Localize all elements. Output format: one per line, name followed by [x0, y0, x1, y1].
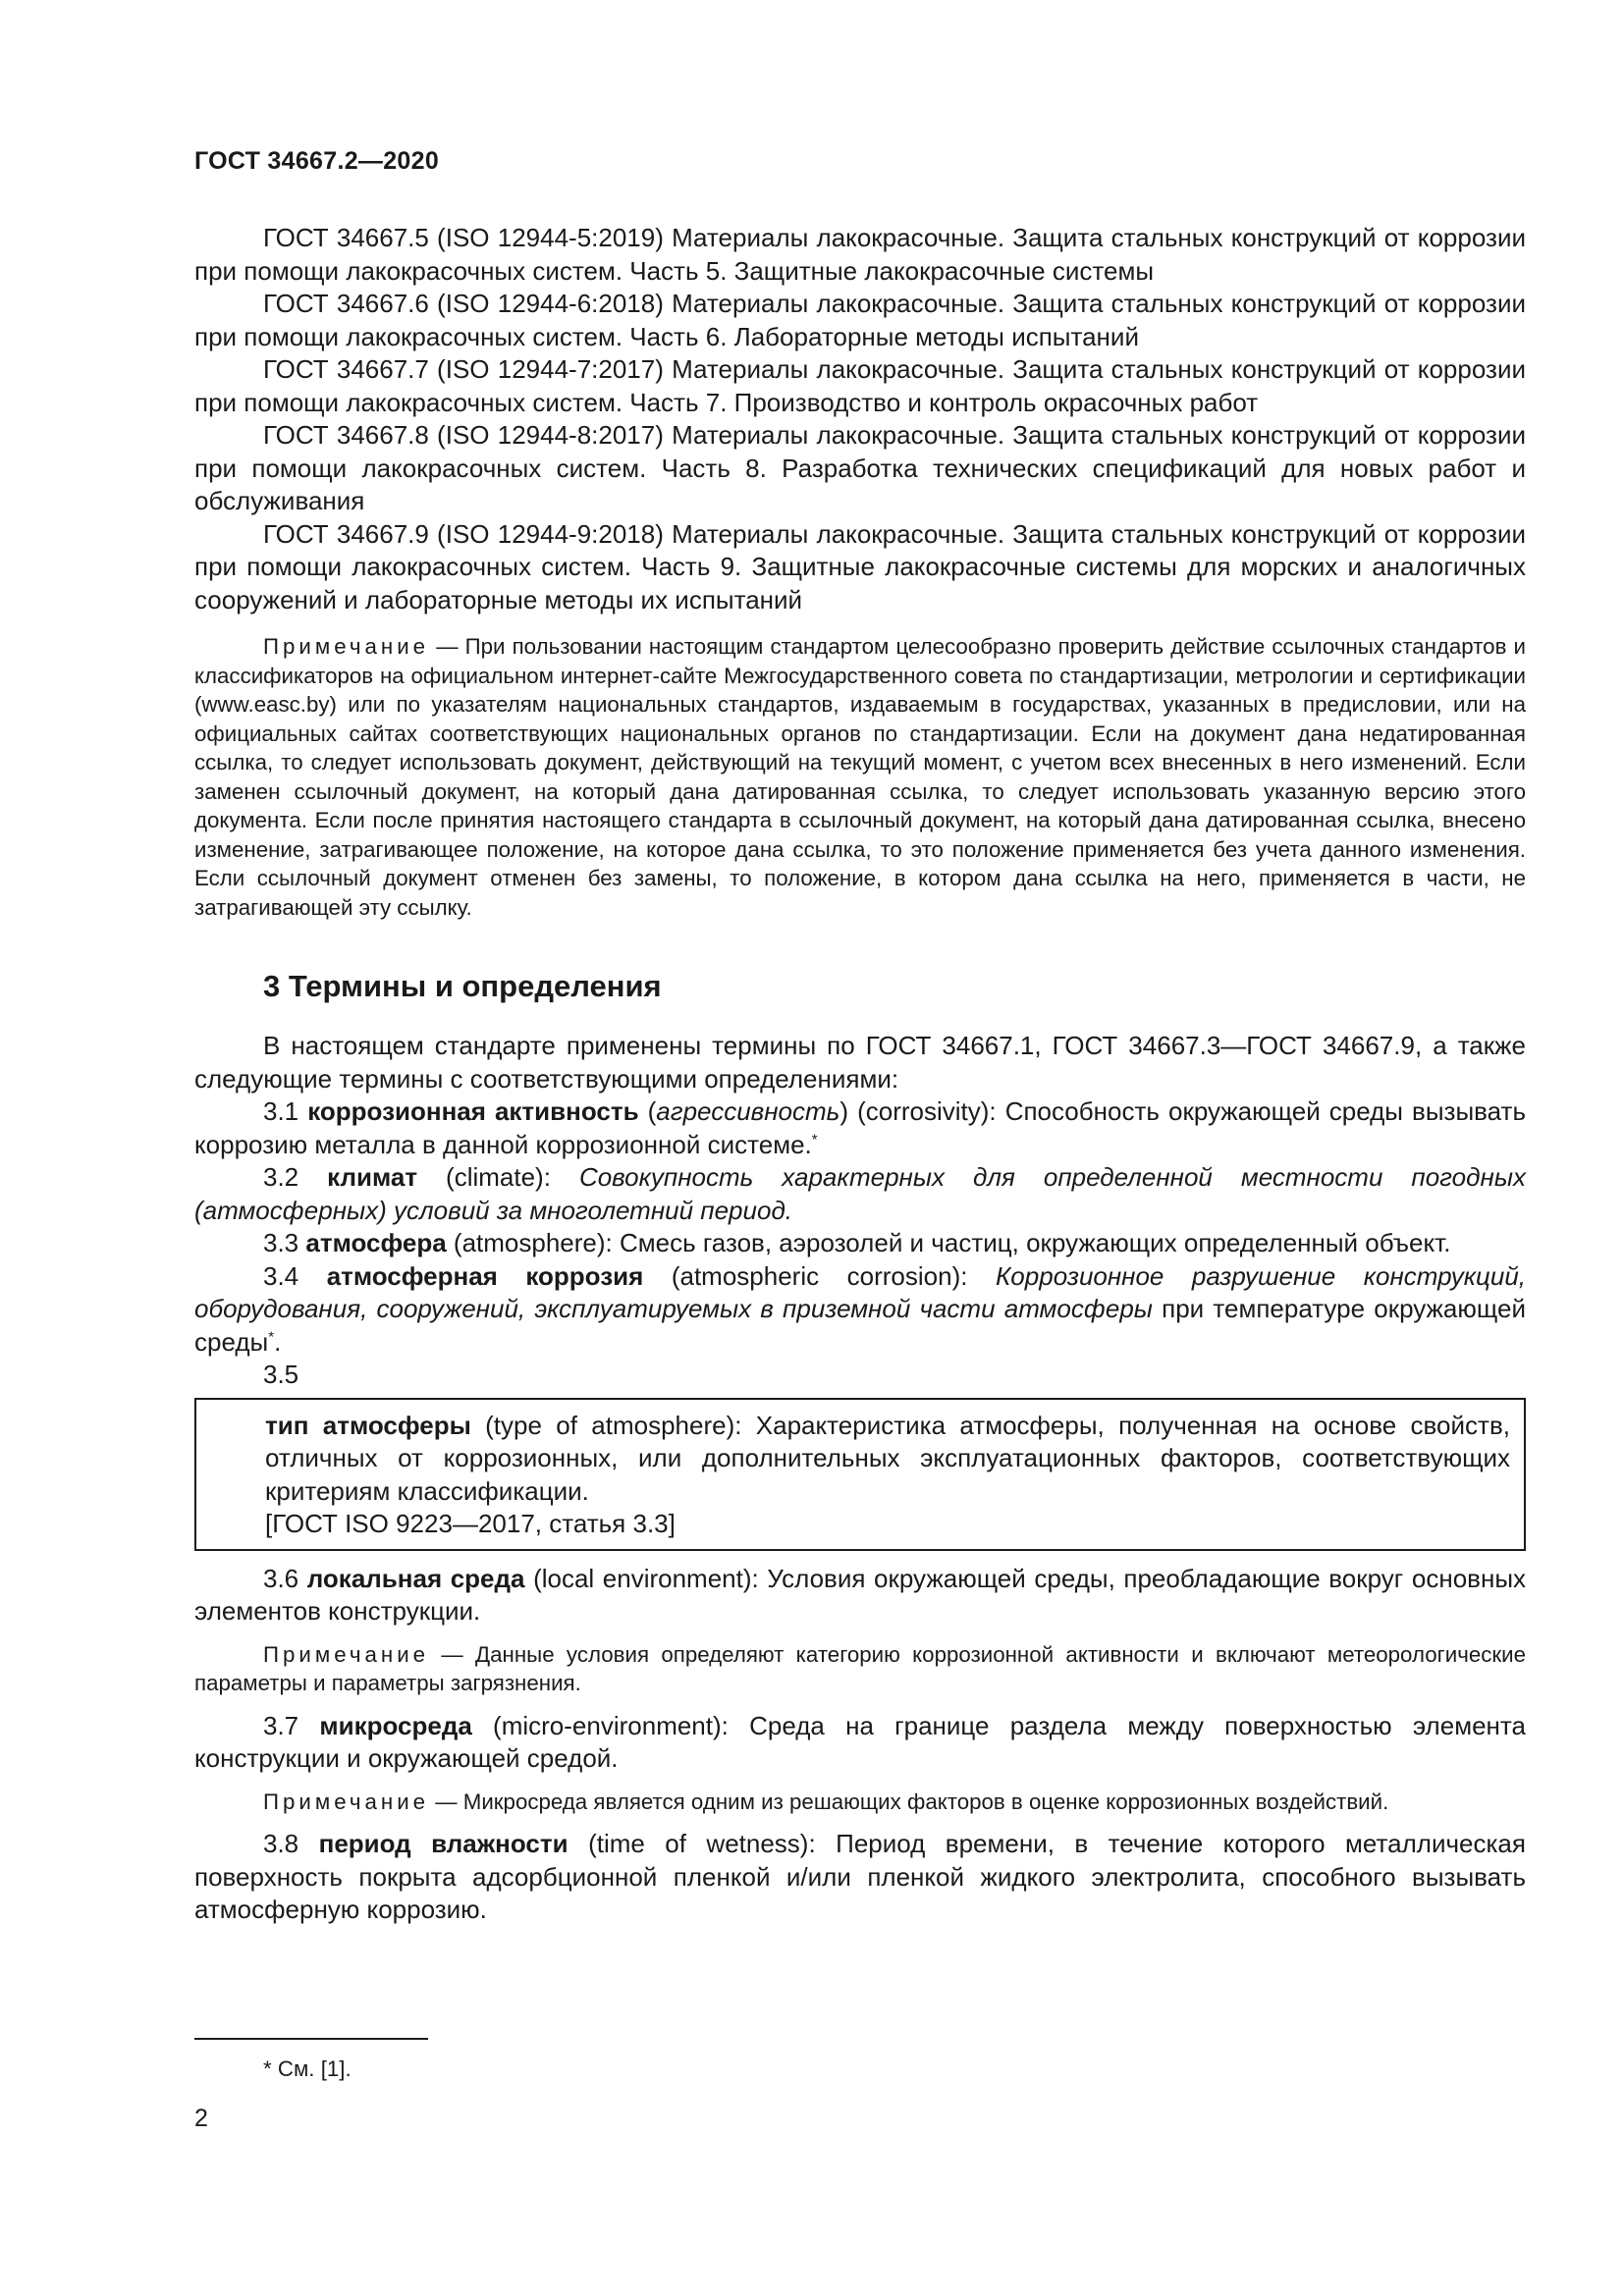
- note-label: Примечание: [263, 1789, 430, 1814]
- note-label: Примечание: [263, 634, 430, 659]
- note-label: Примечание: [263, 1641, 430, 1667]
- term-definition: Характеристика атмосферы, полученная на основе свойств, отличных от коррозионных, или дополнительных эксплуатационных факторов, соответствующих критериям классификации.: [265, 1410, 1510, 1506]
- term-english: (corrosivity):: [857, 1096, 997, 1126]
- term-number: 3.3: [263, 1228, 299, 1257]
- term-definition: Смесь газов, аэрозолей и частиц, окружающих определенный объект.: [620, 1228, 1451, 1257]
- term-number: 3.2: [263, 1162, 299, 1192]
- reference-item: ГОСТ 34667.5 (ISO 12944-5:2019) Материалы лакокрасочные. Защита стальных конструкций от коррозии при помощи лакокрасочных систем. Часть 5. Защитные лакокрасочные системы: [194, 223, 1526, 286]
- term-english: (local environment):: [533, 1563, 759, 1593]
- term-source: [ГОСТ ISO 9223—2017, статья 3.3]: [265, 1509, 676, 1538]
- note-text: — Данные условия определяют категорию коррозионной активности и включают метеорологические параметры и параметры загрязнения.: [194, 1641, 1526, 1695]
- term-english: (time of wetness):: [588, 1829, 816, 1858]
- reference-item: ГОСТ 34667.6 (ISO 12944-6:2018) Материалы лакокрасочные. Защита стальных конструкций от коррозии при помощи лакокрасочных систем. Часть 6. Лабораторные методы испытаний: [194, 289, 1526, 351]
- term-english: (atmospheric corrosion):: [671, 1260, 968, 1291]
- footnote-divider: [194, 2038, 428, 2040]
- term-3-5-number: 3.5: [263, 1360, 299, 1389]
- reference-item: ГОСТ 34667.8 (ISO 12944-8:2017) Материалы лакокрасочные. Защита стальных конструкций от коррозии при помощи лакокрасочных систем. Часть 8. Разработка технических спецификаций для новых работ и обслуживания: [194, 420, 1526, 515]
- term-name: тип атмосферы: [265, 1410, 471, 1440]
- term-name: атмосферная коррозия: [326, 1260, 644, 1291]
- reference-note: [194, 632, 1526, 922]
- term-definition: Совокупность характерных для определенной местности погодных (атмосферных) условий за многолетний период.: [194, 1162, 1526, 1225]
- term-synonym: агрессивность: [656, 1096, 840, 1126]
- term-3-2: [194, 1161, 1526, 1227]
- page-number: 2: [194, 2105, 208, 2132]
- term-number: 3.6: [263, 1563, 299, 1593]
- term-3-1: 3.1 коррозионная активность (агрессивность) (corrosivity): Способность окружающей среды вызывать коррозию металла в данной коррозионной системе.*: [194, 1096, 1527, 1159]
- reference-item: ГОСТ 34667.7 (ISO 12944-7:2017) Материалы лакокрасочные. Защита стальных конструкций от коррозии при помощи лакокрасочных систем. Часть 7. Производство и контроль окрасочных работ: [194, 354, 1526, 417]
- term-definition: Условия окружающей среды, преобладающие вокруг основных элементов конструкции.: [194, 1563, 1527, 1626]
- term-3-3: [194, 1227, 1526, 1260]
- term-number: 3.4: [263, 1260, 299, 1291]
- term-definition: Коррозионное разрушение конструкций, оборудования, сооружений, эксплуатируемых в приземной части атмосферы: [194, 1260, 1527, 1323]
- term-english: (climate):: [446, 1162, 551, 1192]
- note-text: — При пользовании настоящим стандартом целесообразно проверить действие ссылочных стандартов и классификаторов на официальном интернет-сайте Межгосударственного совета по стандартизации, метрологии и сертификации (www.easc.by) или по указателям национальных стандартов, издаваемым в государствах, указанных в предисловии, или на официальных сайтах соответствующих национальных органов по стандартизации. Если на документ дана недатированная ссылка, то следует использовать документ, действующий на текущий момент, с учетом всех внесенных в него изменений. Если заменен ссылочный документ, на который дана датированная ссылка, то следует использовать указанную версию этого документа. Если после принятия настоящего стандарта в ссылочный документ, на который дана датированная ссылка, внесено изменение, затрагивающее положение, на которое дана ссылка, то это положение применяется без учета данного изменения. Если ссылочный документ отменен без замены, то положение, в котором дана ссылка на него, применяется в части, не затрагивающей эту ссылку.: [194, 634, 1526, 920]
- footnote-marker[interactable]: *: [268, 1327, 275, 1345]
- term-definition: Среда на границе раздела между поверхностью элемента конструкции и окружающей средой.: [194, 1710, 1526, 1773]
- term-3-4: 3.4 атмосферная коррозия (atmospheric corrosion): Коррозионное разрушение конструкций, оборудования, сооружений, эксплуатируемых в приземной части атмосферы при температуре окружающей среды*.: [194, 1260, 1527, 1357]
- footnote: * См. [1].: [263, 2056, 352, 2081]
- term-number: 3.8: [263, 1829, 299, 1858]
- term-3-7-note: [194, 1788, 1526, 1817]
- page-content: [194, 222, 1526, 1927]
- term-english: (atmosphere):: [453, 1228, 613, 1257]
- footnote-marker[interactable]: *: [811, 1130, 818, 1148]
- term-name: климат: [327, 1162, 418, 1192]
- term-english: (micro-environment):: [493, 1710, 729, 1740]
- term-3-8: [194, 1828, 1526, 1927]
- term-definition: Способность окружающей среды вызывать коррозию металла в данной коррозионной системе.: [194, 1096, 1527, 1159]
- term-english: (type of atmosphere):: [485, 1410, 742, 1440]
- note-text: — Микросреда является одним из решающих факторов в оценке коррозионных воздействий.: [435, 1789, 1389, 1814]
- term-3-7: [194, 1710, 1526, 1776]
- term-number: 3.7: [263, 1710, 299, 1740]
- term-definition-rest: при температуре окружающей среды: [194, 1294, 1526, 1357]
- term-name: микросреда: [319, 1710, 472, 1740]
- term-3-6-note: [194, 1640, 1526, 1698]
- term-name: атмосфера: [305, 1228, 447, 1257]
- reference-item: ГОСТ 34667.9 (ISO 12944-9:2018) Материалы лакокрасочные. Защита стальных конструкций от коррозии при помощи лакокрасочных систем. Часть 9. Защитные лакокрасочные системы для морских и аналогичных сооружений и лабораторные методы их испытаний: [194, 518, 1526, 614]
- document-code: ГОСТ 34667.2—2020: [194, 147, 440, 175]
- section-heading: 3 Термины и определения: [263, 969, 662, 1003]
- term-name: коррозионная активность: [307, 1096, 639, 1126]
- term-definition: Период времени, в течение которого металлическая поверхность покрыта адсорбционной пленкой и/или пленкой жидкого электролита, способного вызывать атмосферную коррозию.: [194, 1829, 1526, 1924]
- quoted-term-box: [194, 1398, 1526, 1551]
- term-3-5: [265, 1410, 1510, 1509]
- term-name: период влажности: [318, 1829, 568, 1858]
- section-intro: В настоящем стандарте применены термины по ГОСТ 34667.1, ГОСТ 34667.3—ГОСТ 34667.9, а также следующие термины с соответствующими определениями:: [194, 1031, 1526, 1094]
- term-3-6: [194, 1563, 1526, 1629]
- term-name: локальная среда: [306, 1563, 525, 1593]
- term-number: 3.1: [263, 1096, 299, 1126]
